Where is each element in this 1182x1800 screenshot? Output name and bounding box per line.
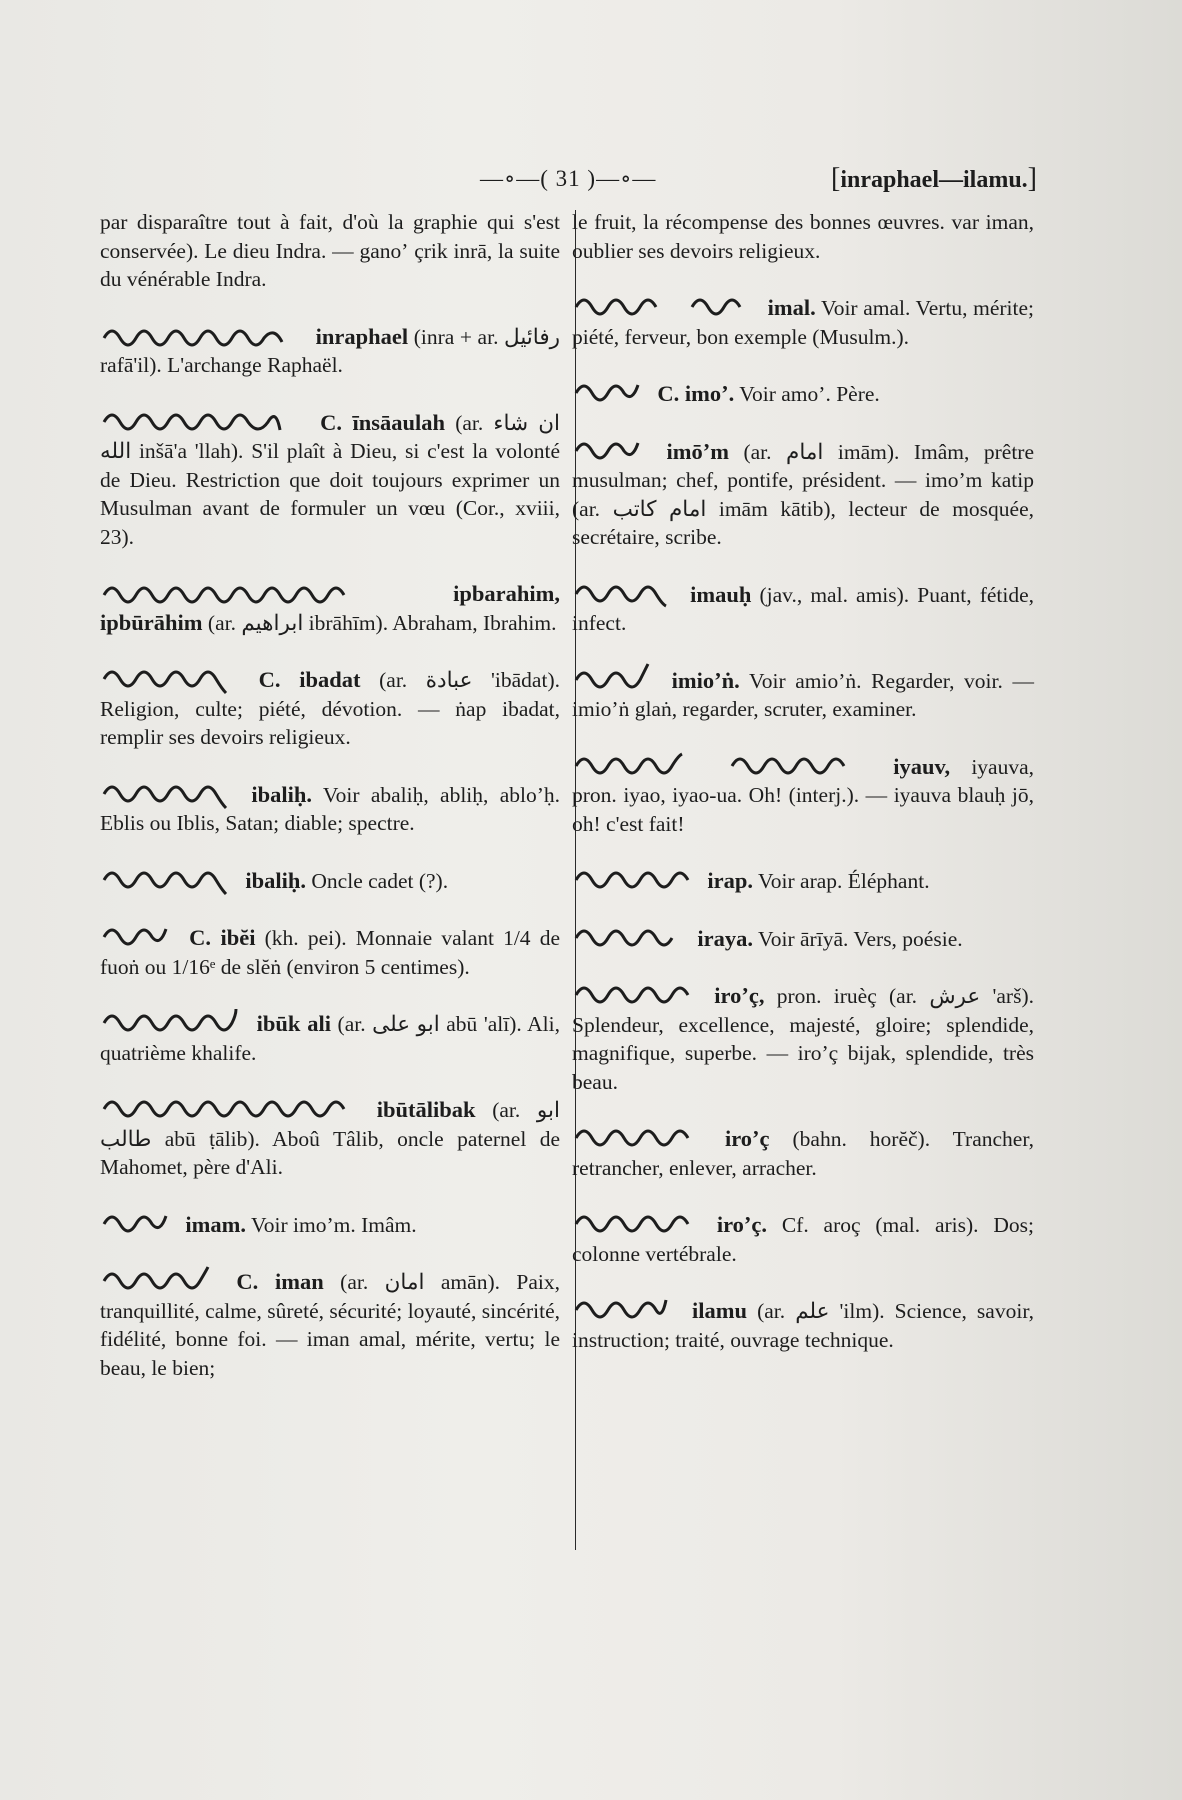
headword: C. imoʼ. [657,381,735,406]
headword: C. ibĕi [189,925,256,950]
cham-script-glyph [572,1206,692,1238]
cham-script-glyph [100,575,350,607]
headword: imōʼm [666,438,729,464]
headword: imauḥ [690,581,752,607]
dictionary-entry [572,920,1034,954]
cham-script-glyph [572,920,682,952]
definition: (jav., mal. amis). Puant, fétide, infect. [572,582,1035,635]
dictionary-entry [572,433,1034,552]
cham-script-glyph [572,977,692,1009]
definition: Cf. aroç (mal. aris). Dos; colonne vertébrale. [572,1213,1034,1266]
dictionary-entry [100,318,560,380]
headword: ilamu [692,1298,748,1323]
dictionary-entry [100,661,560,752]
definition: Voir abaliḥ, abliḥ, abloʼḥ. Eblis ou Iblis, Satan; diable; spectre. [100,782,561,835]
running-head-text: inraphael—ilamu. [840,167,1028,193]
definition: (ar. ان شاء الله inšā'a 'llah). S'il plaît à Dieu, si c'est la volonté de Dieu. Restriction que doit toujours exprimer un Musulman avant de formuler un vœu (Cor., xviii, 23). [100,410,561,549]
headword: inraphael [315,323,409,349]
cham-script-glyph [100,1091,350,1123]
headword: ibaliḥ. [245,867,307,893]
dictionary-entry [100,575,560,637]
headword: iroʼç. [716,1212,768,1237]
cham-script-glyph [100,1206,170,1238]
definition: Voir amal. Vertu, mérite; piété, ferveur, bon exemple (Musulm.). [572,296,1034,349]
headword: C. iman [236,1269,324,1294]
headword: C. īnsāaulah [320,409,446,435]
definition: Oncle cadet (?). [311,868,449,893]
headword: imioʼṅ. [671,667,740,693]
dictionary-entry [572,977,1034,1096]
dictionary-entry [572,662,1034,724]
page-header [440,160,1042,194]
cham-script-glyph [100,1005,240,1037]
headword: C. ibadat [258,667,361,692]
definition: pron. iruèç (ar. عرش 'arš). Splendeur, excellence, majesté, gloire; splendide, magnifique, superbe. — iroʼç bijak, splendide, très beau. [572,984,1034,1094]
definition: Voir ārīyā. Vers, poésie. [758,926,963,951]
cham-script-glyph [572,862,692,894]
dictionary-entry [100,1206,560,1240]
definition: (ar. ابراهيم ibrāhīm). Abraham, Ibrahim. [207,610,557,635]
dictionary-entry [100,1005,560,1067]
cham-script-glyph [572,289,752,321]
dictionary-entry [572,748,1034,839]
page-number: —∘—( 31 )—∘— [480,166,657,191]
cham-script-glyph [100,919,170,951]
headword: ibaliḥ. [251,781,312,807]
definition: (kh. pei). Monnaie valant 1/4 de fuoṅ ou 1/16ᵉ de slĕṅ (environ 5 centimes). [100,926,561,979]
dictionary-entry [100,404,560,552]
cham-script-glyph [100,1263,210,1295]
headword: ibūtālibak [376,1097,476,1122]
dictionary-entry [100,1263,560,1382]
headword: irap. [707,868,754,893]
headword: iyauv, [893,753,951,779]
continuation-text: le fruit, la récompense des bonnes œuvres. var iman, oublier ses devoirs religieux. [572,210,1034,263]
cham-script-glyph [100,776,230,808]
headword: imal. [767,295,816,320]
headword: iroʼç, [714,983,765,1008]
definition: (bahn. horĕč). Trancher, retrancher, enlever, arracher. [572,1127,1034,1180]
dictionary-entry [572,375,1034,409]
cham-script-glyph [572,1120,692,1152]
cham-script-glyph [572,433,642,465]
cham-script-glyph [572,748,862,780]
cham-script-glyph [572,1292,672,1324]
dictionary-entry [572,1206,1034,1268]
definition: Voir amioʼṅ. Regarder, voir. — imioʼṅ glaṅ, regarder, scruter, examiner. [572,668,1034,721]
dictionary-entry [100,919,560,981]
definition: Voir amoʼ. Père. [739,382,880,406]
definition: Voir arap. Éléphant. [758,869,930,893]
headword: ipbarahim, ipbūrāhim [100,581,560,635]
definition: Voir imoʼm. Imâm. [251,1212,417,1237]
dictionary-entry [100,776,560,838]
definition: iyauva, pron. iyao, iyao-ua. Oh! (interj.). — iyauva blauḥ jō, oh! c'est fait! [572,754,1034,836]
right-column [572,208,1034,1378]
dictionary-entry [572,1292,1034,1354]
definition: (ar. ابو طالب abū ṭālib). Aboû Tâlib, oncle paternel de Mahomet, père d'Ali. [100,1098,560,1179]
running-head: [inraphael—ilamu.] [830,163,1037,194]
dictionary-entry [572,862,1034,896]
definition: (ar. عبادة 'ibādat). Religion, culte; piété, dévotion. — ṅap ibadat, remplir ses devoirs religieux. [100,668,560,749]
cham-script-glyph [100,661,230,693]
dictionary-entry [572,1120,1034,1182]
cham-script-glyph [100,318,300,350]
headword: iraya. [697,925,753,951]
headword: ibūk ali [256,1011,331,1036]
definition: (ar. ابو علی abū 'alī). Ali, quatrième khalife. [100,1012,560,1065]
dictionary-entry [100,862,560,896]
continuation-text: par disparaître tout à fait, d'où la graphie qui s'est conservée). Le dieu Indra. — ganoʼ çrik inrā, la suite du vénérable Indra. [100,210,560,291]
dictionary-entry [572,289,1034,351]
cham-script-glyph [572,576,672,608]
cham-script-glyph [572,375,642,407]
definition: (inra + ar. رفائيل rafā'il). L'archange Raphaël. [100,324,560,377]
definition: (ar. علم 'ilm). Science, savoir, instruction; traité, ouvrage technique. [572,1299,1034,1352]
cham-script-glyph [100,862,230,894]
left-column [100,208,560,1406]
dictionary-entry [100,1091,560,1182]
cham-script-glyph [100,404,300,436]
headword: imam. [185,1211,246,1237]
headword: iroʼç [724,1126,770,1151]
definition: (ar. امان amān). Paix, tranquillité, calme, sûreté, sécurité; loyauté, sincérité, fidélité, bonne foi. — iman amal, mérite, vertu; le beau, le bien; [100,1270,560,1380]
cham-script-glyph [572,662,652,694]
definition: (ar. امام imām). Imâm, prêtre musulman; chef, pontife, président. — imoʼm katip (ar. امام كاتب imām kātib), lecteur de mosquée, secrétaire, scribe. [572,439,1035,549]
dictionary-entry [572,576,1034,638]
